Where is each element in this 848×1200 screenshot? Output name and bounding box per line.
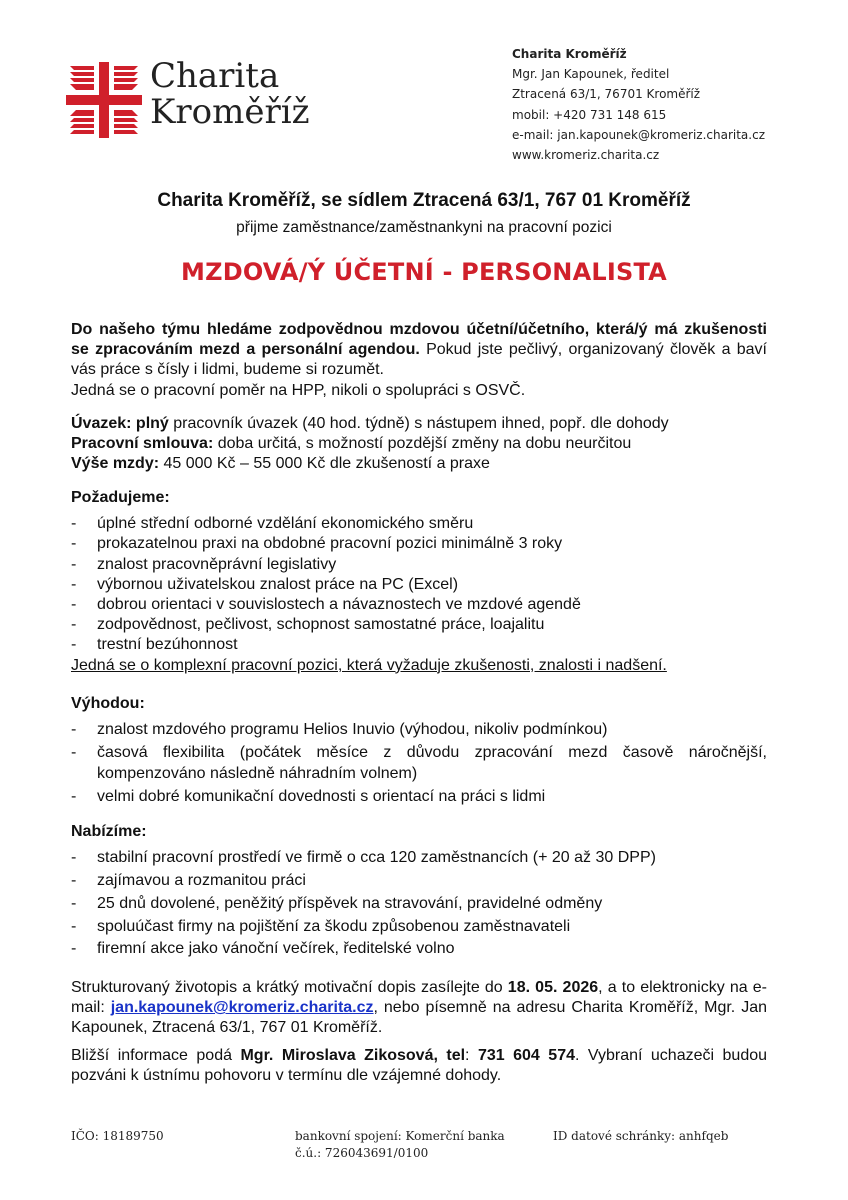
info-text-1: Bližší informace podá	[71, 1047, 241, 1064]
list-item: - velmi dobré komunikační dovednosti s orientací na práci s lidmi	[71, 787, 767, 807]
term-mzda-label: Výše mzdy:	[71, 455, 160, 473]
position-title: MZDOVÁ/Ý ÚČETNÍ - PERSONALISTA	[181, 258, 667, 286]
footer-bank-name: bankovní spojení: Komerční banka	[295, 1129, 505, 1143]
contact-address: Ztracená 63/1, 76701 Kroměříž	[512, 87, 701, 102]
advantages-heading: Výhodou:	[71, 695, 145, 712]
list-item: - firemní akce jako vánoční večírek, ředitelské volno	[71, 939, 767, 959]
list-item: - 25 dnů dovolené, peněžitý příspěvek na stravování, pravidelné odměny	[71, 894, 767, 914]
term-uvazek-label: Úvazek: plný	[71, 415, 169, 432]
requirements-heading: Požadujeme:	[71, 489, 170, 506]
footer-bank	[295, 1128, 505, 1162]
intro-paragraph	[71, 320, 767, 401]
list-item: - trestní bezúhonnost	[71, 635, 767, 655]
term-smlouva-label: Pracovní smlouva:	[71, 435, 214, 453]
list-item: - znalost pracovněprávní legislativy	[71, 555, 767, 575]
apply-text-1: Strukturovaný životopis a krátký motivační dopis zasílejte do	[71, 979, 508, 996]
info-text-2: . Vybraní uchazeči budou pozváni k ústnímu pohovoru v termínu dle vzájemné dohody.	[71, 1047, 768, 1085]
intro-bold: Do našeho týmu hledáme zodpovědnou mzdovou účetní/účetního, která/ý má zkušenosti se zpracováním mezd a personální agendou.	[71, 321, 767, 359]
footer-datova: ID datové schránky: anhfqeb	[553, 1129, 729, 1143]
term-mzda-text: 45 000 Kč – 55 000 Kč dle zkušeností a praxe	[159, 455, 490, 473]
list-item: - časová flexibilita (počátek měsíce z důvodu zpracování mezd časově náročnější, kompenzováno následně náhradním volnem)	[71, 743, 767, 783]
term-smlouva-text: doba určitá, s možností pozdější změny na dobu neurčitou	[213, 435, 632, 453]
list-item: - spoluúčast firmy na pojištění za škodu způsobenou zaměstnavateli	[71, 917, 767, 937]
footer-account: č.ú.: 726043691/0100	[295, 1146, 429, 1160]
list-item: - dobrou orientaci v souvislostech a návaznostech ve mzdové agendě	[71, 595, 767, 615]
apply-text-2: , a to elektronicky na e-mail:	[71, 979, 767, 1017]
list-item: - zajímavou a rozmanitou práci	[71, 871, 767, 891]
term-uvazek-text: pracovník úvazek (40 hod. týdně) s nástupem ihned, popř. dle dohody	[168, 415, 669, 432]
logo-line-2: Kroměříž	[150, 92, 310, 132]
contact-mobile: mobil: +420 731 148 615	[512, 107, 667, 122]
footer-ico: IČO: 18189750	[71, 1129, 164, 1143]
list-item: - stabilní pracovní prostředí ve firmě o cca 120 zaměstnancích (+ 20 až 30 DPP)	[71, 848, 767, 868]
terms-block	[71, 414, 767, 475]
hiring-subtitle: přijme zaměstnance/zaměstnankyni na pracovní pozici	[236, 219, 612, 236]
requirements-section	[71, 488, 767, 676]
apply-deadline: 18. 05. 2026	[507, 979, 599, 996]
contact-web[interactable]: www.kromeriz.charita.cz	[512, 148, 660, 163]
charita-logo-cross-icon	[66, 62, 142, 138]
list-item: - výbornou uživatelskou znalost práce na PC (Excel)	[71, 575, 767, 595]
list-item: - zodpovědnost, pečlivost, schopnost samostatné práce, loajalitu	[71, 615, 767, 635]
offer-section	[71, 822, 767, 960]
term-smlouva	[71, 434, 767, 454]
contact-block	[512, 44, 765, 165]
requirements-list	[71, 514, 767, 655]
logo-wordmark	[150, 58, 310, 130]
list-item: - prokazatelnou praxi na obdobné pracovní pozici minimálně 3 roky	[71, 534, 767, 554]
offer-heading: Nabízíme:	[71, 823, 147, 840]
term-mzda	[71, 454, 767, 474]
logo-line-1: Charita	[150, 56, 280, 96]
apply-text-3: , nebo písemně na adresu Charita Kroměříž, Mgr. Jan Kapounek, Ztracená 63/1, 767 01 Kroměříž.	[71, 999, 767, 1037]
contact-email[interactable]: e-mail: jan.kapounek@kromeriz.charita.cz	[512, 127, 765, 142]
offer-list	[71, 848, 767, 959]
list-item: - úplné střední odborné vzdělání ekonomického směru	[71, 514, 767, 534]
intro-rest: Pokud jste pečlivý, organizovaný člověk a baví vás práce s čísly i lidmi, budeme si rozumět.	[71, 341, 767, 379]
term-uvazek	[71, 414, 767, 434]
org-title: Charita Kroměříž, se sídlem Ztracená 63/1, 767 01 Kroměříž	[157, 190, 691, 211]
intro-line-2: Jedná se o pracovní poměr na HPP, nikoli o spolupráci s OSVČ.	[71, 381, 526, 399]
info-contact: Mgr. Miroslava Zikosová, tel	[240, 1047, 466, 1064]
contact-director: Mgr. Jan Kapounek, ředitel	[512, 67, 670, 82]
advantages-section	[71, 694, 767, 807]
info-colon: :	[465, 1047, 478, 1064]
apply-email-link[interactable]: jan.kapounek@kromeriz.charita.cz	[110, 999, 374, 1017]
apply-paragraph	[71, 978, 767, 1039]
contact-org: Charita Kroměříž	[512, 47, 627, 61]
requirements-note: Jedná se o komplexní pracovní pozici, která vyžaduje zkušenosti, znalosti i nadšení.	[71, 656, 667, 674]
advantages-list	[71, 720, 767, 807]
info-phone: 731 604 574	[477, 1047, 575, 1064]
list-item: - znalost mzdového programu Helios Inuvio (výhodou, nikoliv podmínkou)	[71, 720, 767, 740]
info-paragraph	[71, 1046, 767, 1086]
